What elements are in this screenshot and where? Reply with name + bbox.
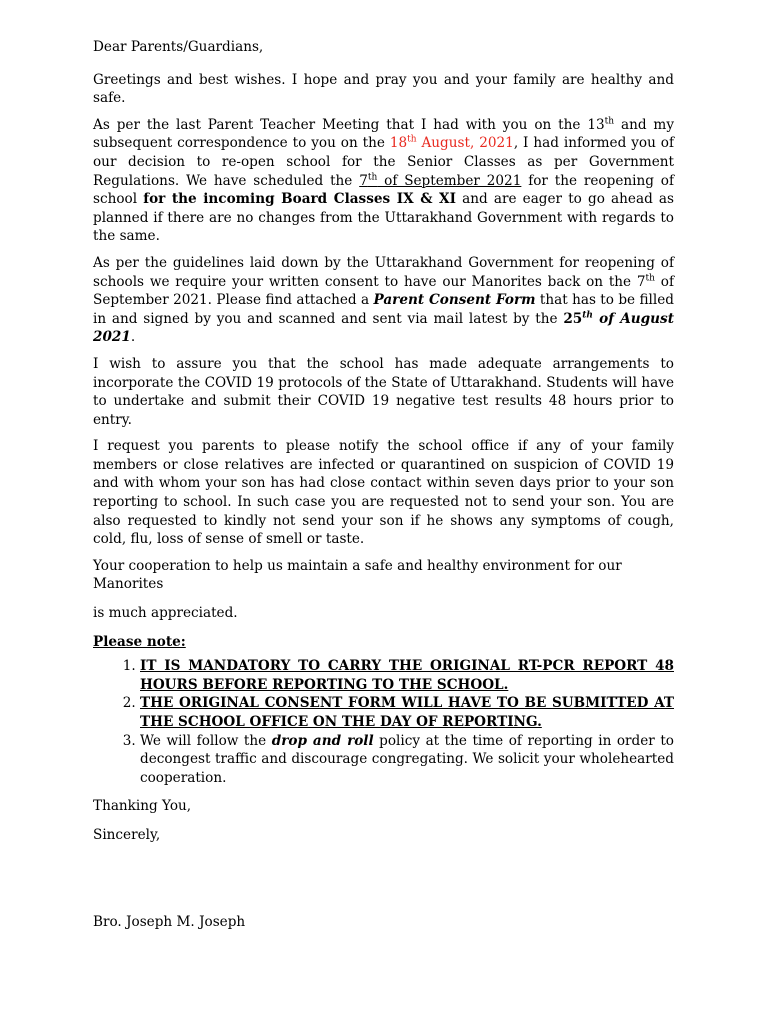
paragraph-notify-office: I request you parents to please notify the school office if any of your family members or close relatives are infected or quarantined on suspicion of COVID 19 and with whom your son has had close contact within seven days prior to your son reporting to school. In such case you are requested not to send your son. You are also requested to kindly not send your son if he shows any symptoms of cough, cold, flu, loss of sense of smell or taste. (93, 438, 674, 548)
board-classes-text: for the incoming Board Classes IX & XI (143, 191, 456, 208)
highlighted-date: 18th August, 2021 (389, 134, 514, 152)
reopening-date: 7th of September 2021 (359, 172, 522, 189)
deadline-date: 25th of August 2021 (93, 310, 674, 346)
paragraph-covid-protocols: I wish to assure you that the school has made adequate arrangements to incorporate the COVID 19 protocols of the State of Uttarakhand. Students will have to undertake and submit their COVID 19 negative test results 48 hours prior to entry. (93, 355, 674, 428)
paragraph-greetings: Greetings and best wishes. I hope and pray you and your family are healthy and safe. (93, 71, 674, 107)
notes-list (93, 657, 674, 787)
thanking-line: Thanking You, (93, 798, 192, 815)
signature-space (93, 855, 674, 913)
paragraph-reopening: As per the last Parent Teacher Meeting that I had with you on the 13th and my subsequent correspondence to you on the 18th August, 2021, I had informed you of our decision to re-open school for the Senior Classes as per Government Regulations. We have scheduled the 7th of September 2021 for the reopening of school for the incoming Board Classes IX & XI and are eager to go ahead as planned if there are no changes from the Uttarakhand Government with regards to the same. (93, 116, 675, 245)
note-item: 1. IT IS MANDATORY TO CARRY THE ORIGINAL RT-PCR REPORT 48 HOURS BEFORE REPORTING TO THE SCHOOL. (140, 657, 674, 694)
note-item: 2. THE ORIGINAL CONSENT FORM WILL HAVE TO BE SUBMITTED AT THE SCHOOL OFFICE ON THE DAY OF REPORTING. (140, 694, 674, 731)
salutation: Dear Parents/Guardians, (93, 39, 264, 55)
sincerely-line: Sincerely, (93, 826, 161, 843)
paragraph-consent: As per the guidelines laid down by the Uttarakhand Government for reopening of schools we require your written consent to have our Manorites back on the 7th of September 2021. Please find attached a Parent Consent Form that has to be filled in and signed by you and scanned and sent via mail latest by the 25th of August 2021. (93, 254, 674, 346)
signer-name: Bro. Joseph M. Joseph (93, 913, 246, 930)
note-heading: Please note: (93, 633, 186, 650)
paragraph-appreciated: is much appreciated. (93, 605, 238, 622)
consent-form-text: Parent Consent Form (373, 292, 536, 309)
paragraph-cooperation: Your cooperation to help us maintain a safe and healthy environment for our Manorites (93, 557, 622, 593)
note-item: 3. We will follow the drop and roll policy at the time of reporting in order to decongest traffic and discourage congregating. We solicit your wholehearted cooperation. (140, 732, 674, 788)
